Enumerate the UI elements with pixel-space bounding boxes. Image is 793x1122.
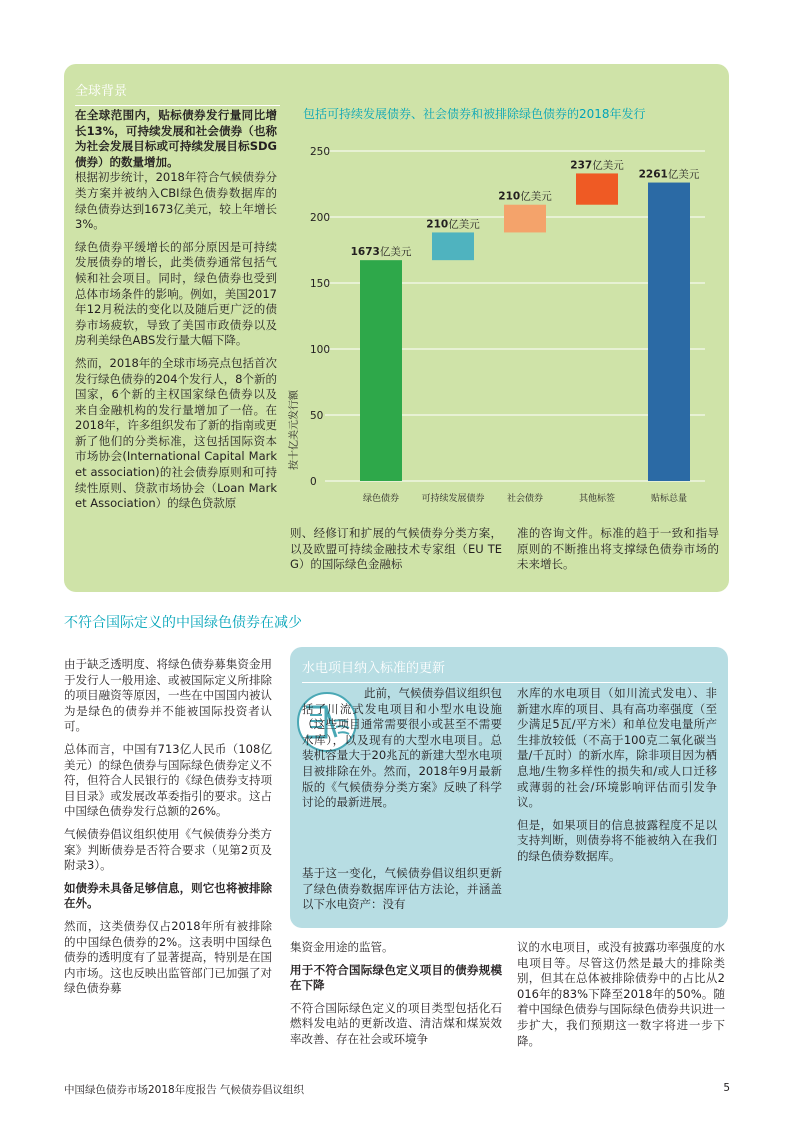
y-tick-label: 100	[310, 344, 331, 356]
hydro-right-column	[517, 686, 717, 872]
left-para-4: 如债券未具备足够信息，则它也将被排除在外。	[64, 880, 272, 911]
left-para-3: 气候债券倡议组织使用《气候债券分类方案》判断债券是否符合要求（见第2页及附录3）。	[64, 826, 272, 873]
x-category-label: 贴标总量	[650, 494, 688, 504]
global-para-1b: 根据初步统计，2018年符合气候债券分类方案并被纳入CBI绿色债券数据库的绿色债券达到1673亿美元，较上年增长3%。	[75, 170, 277, 232]
global-para-5: 准的咨询文件。标准的趋于一致和指导原则的不断推出将支撑绿色债券市场的未来增长。	[517, 526, 719, 572]
hydro-para-1: 此前，气候债券倡议组织包括了川流式发电项目和小型水电设施（这些项目通常需要很小或甚至不需要水库），以及现有的大型水电项目。总装机容量大于20兆瓦的新建大型水电项目被排除在外。然而，2018年9月最新版的《气候债券分类方案》反映了科学讨论的最新进展。	[302, 686, 502, 810]
x-category-label: 绿色债券	[362, 494, 400, 504]
left-para-5: 然而，这类债券仅占2018年所有被排除的中国绿色债券的2%。这表明中国绿色债券的透明度有了显著提高，特别是在国内市场。这也反映出监管部门已加强了对绿色债券募	[64, 918, 272, 996]
global-background-title: 全球背景	[75, 83, 280, 106]
bar-value-label: 2261亿美元	[638, 168, 700, 181]
waterfall-chart	[285, 140, 725, 520]
y-tick-label: 250	[310, 146, 331, 158]
bar-3	[576, 173, 618, 204]
bar-0	[360, 260, 402, 481]
right-para-1: 议的水电项目，或没有披露功率强度的水电项目等。尽管这仍然是最大的排除类别，但其在总体被排除债券中的占比从2016年的83%下降至2018年的50%。随着中国绿色债券与国际绿色债券共识进一步扩大，我们预期这一数字将进一步下降。	[517, 940, 725, 1048]
x-category-label: 社会债券	[506, 494, 544, 504]
y-tick-label: 200	[310, 212, 331, 224]
middle-subheading: 用于不符合国际绿色定义项目的债券规模在下降	[290, 962, 502, 993]
global-para-3: 然而，2018年的全球市场亮点包括首次发行绿色债券的204个发行人，8个新的国家，6个新的主权国家绿色债券以及来自金融机构的发行量增加了一倍。在2018年，许多组织发布了新的指南或更新了他们的分类标准，这包括国际资本市场协会(International Capital Market association)的社会债券原则和可持续性原则、贷款市场协会（Loan Market Association）的绿色贷款原	[75, 355, 277, 511]
footer-report-title: 中国绿色债券市场2018年度报告 气候债券倡议组织	[64, 1084, 305, 1096]
global-para-1: 在全球范围内，贴标债券发行量同比增长13%，可持续发展和社会债券（也称为社会发展目标或可持续发展目标SDG债券）的数量增加。	[75, 108, 277, 169]
x-category-label: 其他标签	[578, 494, 616, 504]
hydro-para-2: 基于这一变化，气候债券倡议组织更新了绿色债券数据库评估方法论，并涵盖以下水电资产：没有	[302, 866, 502, 912]
section-heading: 不符合国际定义的中国绿色债券在减少	[64, 615, 302, 631]
chart-y-axis-label: 按十亿美元发行额	[289, 390, 300, 470]
bar-4	[648, 183, 690, 481]
bar-value-label: 1673亿美元	[350, 246, 412, 259]
x-category-label: 可持续发展债券	[421, 494, 485, 504]
middle-para-2: 不符合国际绿色定义的项目类型包括化石燃料发电站的更新改造、清洁煤和煤炭效率改善、存在社会或环境争	[290, 1000, 502, 1046]
right-column	[517, 940, 725, 1056]
y-tick-label: 150	[310, 278, 331, 290]
left-column	[64, 657, 272, 1004]
bar-2	[504, 205, 546, 233]
bar-value-label: 210亿美元	[426, 218, 480, 231]
hydro-para-3: 水库的水电项目（如川流式发电）、非新建水库的项目、具有高功率强度（至少满足5瓦/平方米）和单位发电量所产生排放较低（不高于100克二氧化碳当量/千瓦时）的新水库，除非项目因为栖息地/生物多样性的损失和/或人口迁移或薄弱的社会/环境影响评估而引发争议。	[517, 686, 717, 810]
left-para-2: 总体而言，中国有713亿人民币（108亿美元）的绿色债券与国际绿色债券定义不符，但符合人民银行的《绿色债券支持项目目录》或发展改革委指引的要求。这占中国绿色债券发行总额的26%。	[64, 741, 272, 819]
global-left-column	[75, 108, 277, 519]
global-para-2: 绿色债券平缓增长的部分原因是可持续发展债券的增长，此类债券通常包括气候和社会项目。同时，绿色债券也受到总体市场条件的影响。例如，美国2017年12月税法的变化以及随后更广泛的债券市场疲软，导致了美国市政债券以及房利美绿色ABS发行量大幅下降。	[75, 239, 277, 348]
page-number: 5	[723, 1082, 730, 1094]
bar-value-label: 210亿美元	[498, 190, 552, 203]
global-para-4: 则、经修订和扩展的气候债券分类方案，以及欧盟可持续金融技术专家组（EU TEG）的国际绿色金融标	[290, 526, 502, 572]
y-tick-label: 50	[310, 410, 324, 422]
chart-title: 包括可持续发展债券、社会债券和被排除绿色债券的2018年发行	[303, 107, 646, 121]
middle-column	[290, 940, 502, 1055]
y-tick-label: 0	[310, 476, 317, 488]
hydro-box-title: 水电项目纳入标准的更新	[302, 660, 712, 683]
bar-1	[432, 232, 474, 260]
hydro-para-4: 但是，如果项目的信息披露程度不足以支持判断，则债券将不能被纳入在我们的绿色债券数据库。	[517, 817, 717, 863]
bar-value-label: 237亿美元	[570, 159, 624, 172]
left-para-1: 由于缺乏透明度、将绿色债券募集资金用于发行人一般用途、或被国际定义所排除的项目融资等原因，一些在中国国内被认为是绿色的债券并不能被国际投资者认可。	[64, 657, 272, 734]
middle-para-1: 集资金用途的监管。	[290, 940, 394, 954]
